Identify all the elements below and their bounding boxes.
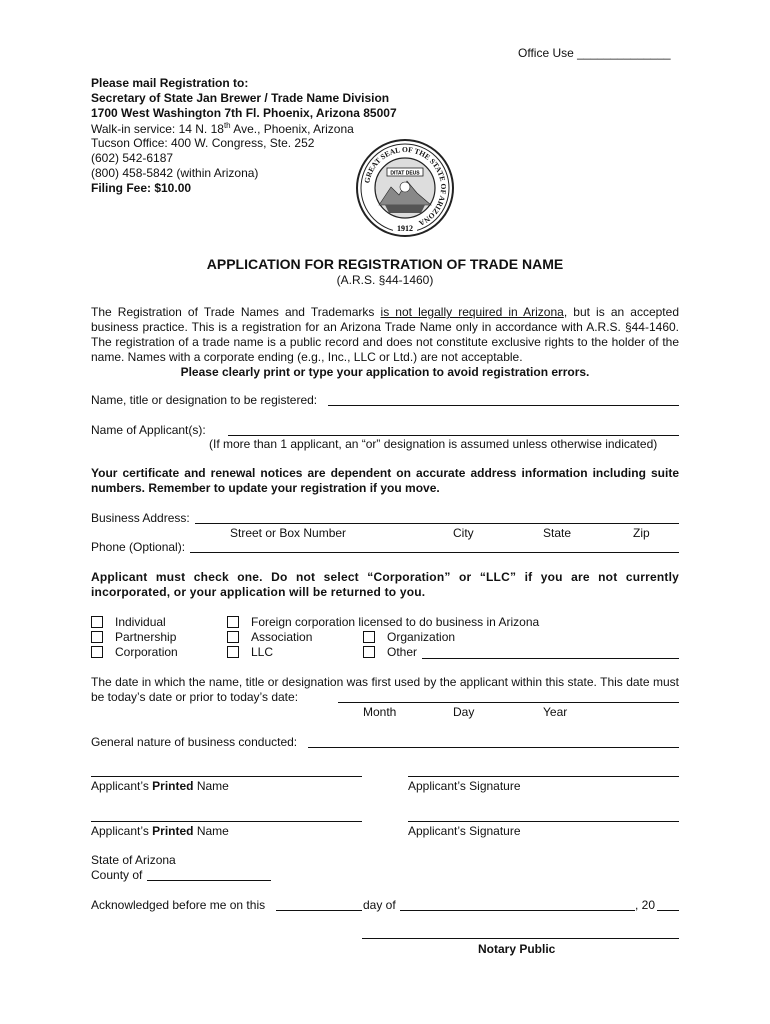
ack-day-field[interactable] <box>276 910 362 911</box>
office-use-label: Office Use ______________ <box>518 46 671 60</box>
business-nature-label: General nature of business conducted: <box>91 735 298 749</box>
check-one-notice: Applicant must check one. Do not select “Corporation” or “LLC” if you are not currently incorporated, or your application will be returned to you. <box>91 570 679 599</box>
business-address-field[interactable] <box>195 523 679 524</box>
phone-tollfree: (800) 458-5842 (within Arizona) <box>91 166 259 180</box>
checkbox-foreign-corporation[interactable] <box>227 616 239 628</box>
tucson-office: Tucson Office: 400 W. Congress, Ste. 252 <box>91 136 315 150</box>
notary-state: State of Arizona <box>91 853 176 867</box>
printed-name-caption-1: Applicant’s Printed Name <box>91 779 229 793</box>
mail-line1: Secretary of State Jan Brewer / Trade Name Division <box>91 91 390 105</box>
intro-paragraph: The Registration of Trade Names and Trademarks is not legally required in Arizona, but is an accepted business practice. This is a registration for an Arizona Trade Name only in accordance with A.R.S. §44-1460. The registration of a trade name is a public record and does not constitute exclusive rights to the holder of the name. Names with a corporate ending (e.g., Inc., LLC or Ltd.) are not acceptable. <box>91 305 679 364</box>
option-association-label: Association <box>251 630 313 644</box>
notary-county-label: County of <box>91 868 143 882</box>
first-use-date-field[interactable] <box>338 702 679 703</box>
city-caption: City <box>453 526 474 540</box>
walkin-service: Walk-in service: 14 N. 18th Ave., Phoenix, Arizona <box>91 121 354 136</box>
acknowledged-label: Acknowledged before me on this <box>91 898 266 912</box>
signature-caption-1: Applicant’s Signature <box>408 779 521 793</box>
phone-field[interactable] <box>190 552 679 553</box>
checkbox-corporation[interactable] <box>91 646 103 658</box>
county-field[interactable] <box>147 880 271 881</box>
option-partnership-label: Partnership <box>115 630 177 644</box>
seal-year: 1912 <box>397 224 413 233</box>
seal-ring-text: GREAT SEAL OF THE STATE OF ARIZONA <box>362 144 449 228</box>
checkbox-llc[interactable] <box>227 646 239 658</box>
option-other-label: Other <box>387 645 418 659</box>
arizona-state-seal <box>355 135 455 241</box>
option-llc-label: LLC <box>251 645 274 659</box>
day-of-label: day of <box>363 898 396 912</box>
checkbox-individual[interactable] <box>91 616 103 628</box>
mail-heading: Please mail Registration to: <box>91 76 249 90</box>
option-corporation-label: Corporation <box>115 645 178 659</box>
applicants-label: Name of Applicant(s): <box>91 423 206 437</box>
signature-field-1[interactable] <box>408 776 679 777</box>
page-subtitle: (A.R.S. §44-1460) <box>336 273 434 287</box>
trade-name-label: Name, title or designation to be registered: <box>91 393 318 407</box>
option-organization-label: Organization <box>387 630 456 644</box>
print-instruction: Please clearly print or type your application to avoid registration errors. <box>180 365 590 379</box>
checkbox-association[interactable] <box>227 631 239 643</box>
other-specify-field[interactable] <box>422 658 679 659</box>
business-nature-field[interactable] <box>308 747 679 748</box>
option-individual-label: Individual <box>115 615 166 629</box>
phone-label: Phone (Optional): <box>91 540 186 554</box>
option-foreign-corporation-label: Foreign corporation licensed to do business in Arizona <box>251 615 540 629</box>
month-caption: Month <box>363 705 397 719</box>
checkbox-partnership[interactable] <box>91 631 103 643</box>
checkbox-organization[interactable] <box>363 631 375 643</box>
applicants-note: (If more than 1 applicant, an “or” designation is assumed unless otherwise indicated) <box>209 437 658 451</box>
year-caption: Year <box>543 705 568 719</box>
applicants-field[interactable] <box>228 435 679 436</box>
signature-caption-2: Applicant’s Signature <box>408 824 521 838</box>
mail-line2: 1700 West Washington 7th Fl. Phoenix, Arizona 85007 <box>91 106 397 120</box>
address-notice: Your certificate and renewal notices are dependent on accurate address information including suite numbers. Remember to update your registration if you move. <box>91 466 679 495</box>
first-use-date-text: The date in which the name, title or designation was first used by the applicant within this state. This date must be today’s date or prior to today’s date: <box>91 675 679 704</box>
printed-name-field-2[interactable] <box>91 821 362 822</box>
phone-local: (602) 542-6187 <box>91 151 174 165</box>
zip-caption: Zip <box>633 526 650 540</box>
checkbox-other[interactable] <box>363 646 375 658</box>
state-caption: State <box>543 526 572 540</box>
ack-year-field[interactable] <box>657 910 679 911</box>
seal-motto: DITAT DEUS <box>390 170 420 177</box>
ack-month-field[interactable] <box>400 910 635 911</box>
notary-public-caption: Notary Public <box>478 942 556 956</box>
year-prefix-label: , 20 <box>635 898 656 912</box>
page-title: APPLICATION FOR REGISTRATION OF TRADE NAME <box>206 256 564 272</box>
signature-field-2[interactable] <box>408 821 679 822</box>
filing-fee: Filing Fee: $10.00 <box>91 181 192 195</box>
printed-name-caption-2: Applicant’s Printed Name <box>91 824 229 838</box>
street-caption: Street or Box Number <box>230 526 347 540</box>
notary-signature-field[interactable] <box>362 938 679 939</box>
business-address-label: Business Address: <box>91 511 190 525</box>
printed-name-field-1[interactable] <box>91 776 362 777</box>
day-caption: Day <box>453 705 475 719</box>
trade-name-field[interactable] <box>328 405 679 406</box>
